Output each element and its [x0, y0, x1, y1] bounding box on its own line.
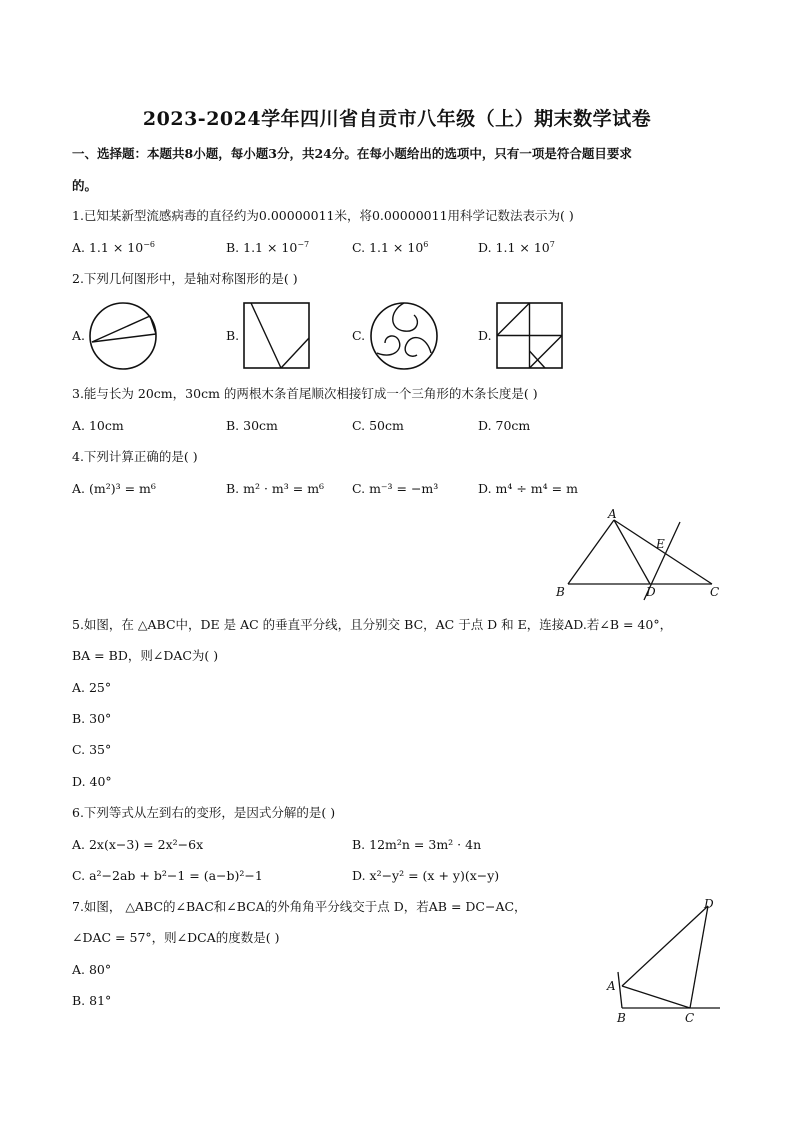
q3-option-a: A. 10cm	[72, 418, 124, 433]
q7-label-d: D	[704, 897, 714, 911]
q2-stem: 2.下列几何图形中，是轴对称图形的是( )	[72, 271, 298, 286]
q2-figure-d	[496, 302, 564, 370]
question-count: 8	[184, 146, 194, 161]
q5-stem-line1: 5.如图，在 △ABC中，DE 是 AC 的垂直平分线，且分别交 BC，AC 于点 D 和 E，连接AD.若∠B = 40°，	[72, 617, 673, 632]
q5-label-d: D	[646, 585, 656, 599]
section-heading-b: 小题，每小题	[193, 146, 269, 161]
q2-label-b: B.	[226, 328, 240, 343]
q5-option-b: B. 30°	[72, 711, 112, 726]
q1-option-b-exp: −7	[297, 239, 310, 249]
q2-figure-b	[243, 302, 311, 370]
q1-option-a	[72, 240, 155, 256]
section-heading-d: 分。在每小题给出的选项中，只有一项是符合题目要求	[331, 146, 632, 161]
q7-option-b: B. 81°	[72, 993, 112, 1008]
q3-option-d: D. 70cm	[478, 418, 531, 433]
question-score: 3	[268, 146, 277, 161]
q1-option-d-text: D. 1.1 × 10	[478, 240, 550, 255]
q6-option-c: C. a²−2ab + b²−1 = (a−b)²−1	[72, 868, 263, 883]
q7-option-a: A. 80°	[72, 962, 112, 977]
section-heading-end: 的。	[72, 178, 98, 193]
q3-option-c: C. 50cm	[352, 418, 404, 433]
q1-option-d-exp: 7	[549, 239, 555, 249]
q7-figure	[604, 896, 730, 1030]
q4-stem: 4.下列计算正确的是( )	[72, 449, 198, 464]
total-score: 24	[314, 146, 332, 161]
section-heading-a: 一、选择题：本题共	[72, 146, 185, 161]
q2-figure-a	[88, 302, 160, 370]
q7-label-c: C	[685, 1011, 695, 1025]
q6-option-b: B. 12m²n = 3m² · 4n	[352, 837, 482, 852]
q7-stem-line1: 7.如图， △ABC的∠BAC和∠BCA的外角角平分线交于点 D，若AB = DC−AC，	[72, 899, 527, 914]
q2-label-c: C.	[352, 328, 366, 343]
q1-stem: 1.已知某新型流感病毒的直径约为0.00000011米，将0.00000011用科学记数法表示为( )	[72, 208, 574, 223]
q1-option-c	[352, 240, 428, 256]
q2-figure-c	[369, 301, 439, 371]
q3-option-b: B. 30cm	[226, 418, 278, 433]
q1-option-c-text: C. 1.1 × 10	[352, 240, 424, 255]
q5-label-e: E	[656, 537, 665, 551]
q7-label-a: A	[607, 979, 616, 993]
q5-option-c: C. 35°	[72, 742, 112, 757]
q4-option-c: C. m⁻³ = −m³	[352, 481, 439, 496]
q6-option-a: A. 2x(x−3) = 2x²−6x	[72, 837, 204, 852]
q1-option-a-exp: −6	[143, 239, 155, 249]
q7-stem-line2: ∠DAC = 57°，则∠DCA的度数是( )	[72, 930, 280, 945]
q5-option-d: D. 40°	[72, 774, 112, 789]
q5-label-c: C	[710, 585, 720, 599]
q5-option-a: A. 25°	[72, 680, 112, 695]
q1-option-c-exp: 6	[423, 239, 429, 249]
q1-option-b	[226, 240, 309, 256]
exam-title: 2023-2024学年四川省自贡市八年级（上）期末数学试卷	[142, 108, 652, 130]
q5-stem-line2: BA = BD，则∠DAC为( )	[72, 648, 219, 663]
q6-option-d: D. x²−y² = (x + y)(x−y)	[352, 868, 500, 883]
q7-label-b: B	[617, 1011, 626, 1025]
q1-option-b-text: B. 1.1 × 10	[226, 240, 298, 255]
q6-stem: 6.下列等式从左到右的变形，是因式分解的是( )	[72, 805, 336, 820]
q5-figure	[552, 508, 732, 604]
section-heading-c: 分，共	[276, 146, 315, 161]
q1-option-d	[478, 240, 555, 256]
q2-label-a: A.	[72, 328, 86, 343]
q1-option-a-text: A. 1.1 × 10	[72, 240, 144, 255]
q5-label-a: A	[608, 507, 617, 521]
q5-label-b: B	[556, 585, 565, 599]
q4-option-d: D. m⁴ ÷ m⁴ = m	[478, 481, 578, 496]
section-heading	[72, 146, 632, 162]
q2-label-d: D.	[478, 328, 492, 343]
q3-stem: 3.能与长为 20cm，30cm 的两根木条首尾顺次相接钉成一个三角形的木条长度是( )	[72, 386, 538, 401]
q4-option-b: B. m² · m³ = m⁶	[226, 481, 325, 496]
q4-option-a: A. (m²)³ = m⁶	[72, 481, 156, 496]
